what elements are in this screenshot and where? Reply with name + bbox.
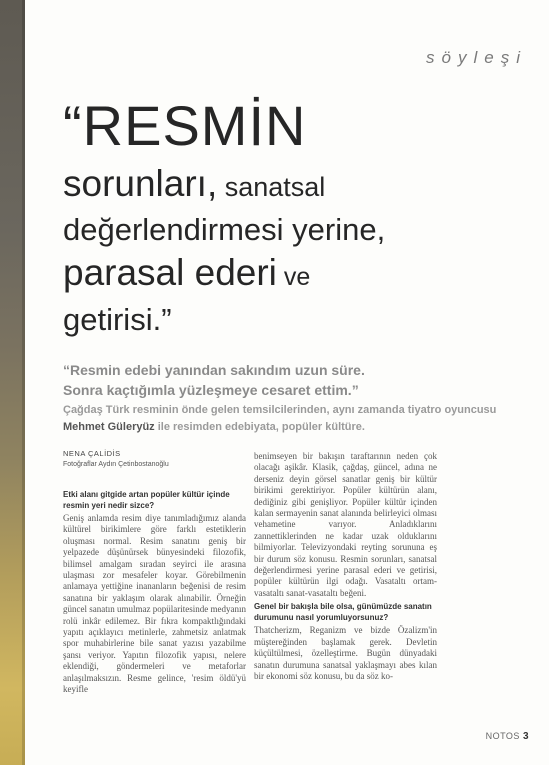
title-line-2-main: sorunları, <box>63 163 218 204</box>
author-name: NENA ÇALİDİS <box>63 449 121 458</box>
photo-edge <box>0 0 25 765</box>
deck-outro: ile resimden edebiyata, popüler kültüre. <box>154 421 365 433</box>
title-line-4 <box>63 251 533 299</box>
title-line-2-sub: sanatsal <box>217 172 326 202</box>
page-footer <box>486 731 529 742</box>
body-column-2 <box>254 451 437 682</box>
title-line-5: getirisi.” <box>63 302 172 337</box>
deck-intro: Çağdaş Türk resminin önde gelen temsilcilerinden, aynı zamanda tiyatro oyuncusu <box>63 404 497 416</box>
interview-answer-1: Geniş anlamda resim diye tanımladığımız alanda kültürel birikimlere göre farklı estetiklerin oluşması normal. Resim sanatını geniş bir yelpazede düşünürsek bünyesindeki filozofik, bilimsel amalgam sıradan seyirci ile arasına ulaşması zor mesafeler koyar. Görebilmenin anlamaya yettiğine inananların beğenisi de resim sanatına bir yaklaşım olarak alınabilir. Örneğin güncel sanatın umulmaz popülaritesinde medyanın rolü inkâr edilemez. Bir fıkra kompaktlığındaki yapıtı açıklayıcı metinlerle, zahmetsiz anlatmak spor muhabirlerine bile sanat yazısı yazabilme şansı veriyor. Yapıtın filozofik yapısı, nelere eklendiği, göndermeleri ve metaforlar anlaşılmaksızın. Resme gelince, 'resim öldü'yü keyifle <box>63 513 246 695</box>
pull-quote-line-2: Sonra kaçtığımla yüzleşmeye cesaret ettim.” <box>63 382 359 398</box>
photo-credit: Fotoğraflar Aydın Çetinbostanoğlu <box>63 461 169 468</box>
pull-quote <box>63 360 523 400</box>
article-title <box>63 96 533 341</box>
page-number: 3 <box>522 731 529 742</box>
title-line-4-main: parasal ederi <box>63 252 277 293</box>
title-line-4-sub: ve <box>276 263 311 291</box>
byline <box>63 448 263 470</box>
title-line-1: “RESMİN <box>63 94 307 157</box>
section-label: söyleşi <box>426 48 527 67</box>
deck-name: Mehmet Güleryüz <box>63 421 155 433</box>
interview-question-2: Genel bir bakışla bile olsa, günümüzde sanatın durumunu nasıl yorumluyorsunuz? <box>254 602 432 623</box>
body-column-1 <box>63 487 246 696</box>
interview-answer-2: Thatcherizm, Reganizm ve bizde Özalizm'in müştereğinden başlamak gerek. Devletin küçültülmesi, özelleştirme. Bugün dünyadaki sanatın durumuna sanatsal yaklaşmayı abes kılan bir ekonomi söz konusu, bu da söz ko- <box>254 625 437 681</box>
pull-quote-line-1: “Resmin edebi yanından sakındım uzun süre. <box>63 362 365 378</box>
magazine-name: NOTOS <box>485 731 520 741</box>
interview-answer-1-continued: benimseyen bir bakışın taraftarının neden çok olacağı aşikâr. Klasik, çağdaş, güncel, adına ne derseniz deyin görsel sanatlar geniş bir kültür birikimi gerektiriyor. Popüler kültürün alanı, dediğiniz gibi genişliyor. Popüler kültür içinden kalan sermayenin sanat alanında belirleyici olması vehametine varıyor. Anladıklarını zannettiklerinden ne kadar uzak olduklarını bilmiyorlar. Televizyondaki reyting sorununa eş bir durum söz konusu. Resmin sorunları, sanatsal değerlendirmesi yerine parasal ederi ve getirisi, popüler kültürün ilgi odağı. Vasataltı ortam-vasataltı sanat-vasataltı beğeni. <box>254 451 437 598</box>
title-line-3: değerlendirmesi yerine, <box>63 212 386 247</box>
interview-question-1: Etki alanı gitgide artan popüler kültür içinde resmin yeri nedir sizce? <box>63 490 230 510</box>
title-line-2 <box>63 162 533 209</box>
article-deck <box>63 402 523 436</box>
